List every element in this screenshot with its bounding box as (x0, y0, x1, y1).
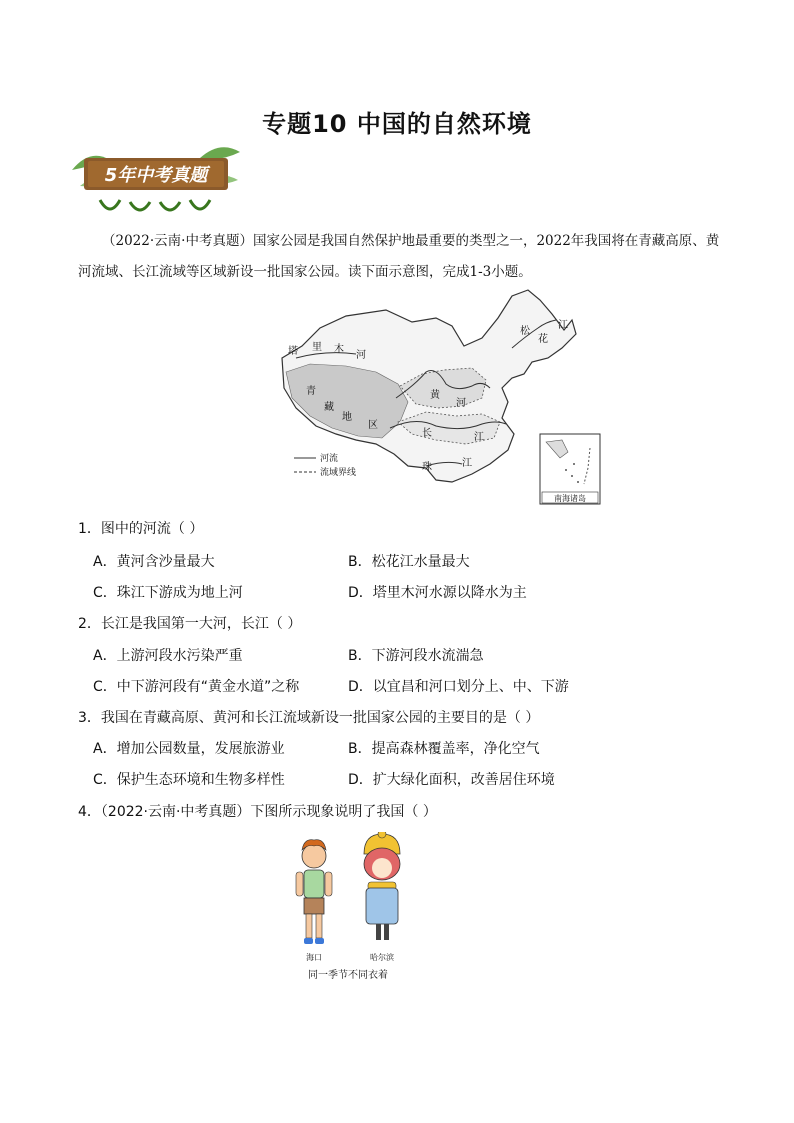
china-river-map (276, 288, 604, 508)
map-label-tarim-2: 里 (312, 342, 322, 353)
map-label-yellow-1: 黄 (430, 390, 440, 401)
q2-option-c[interactable]: C．中下游河段有“黄金水道”之称 (93, 679, 300, 695)
q2-option-a[interactable]: A．上游河段水污染严重 (93, 648, 243, 664)
legend-river-label: 河流 (320, 454, 339, 464)
girl-winter-clothes-icon (364, 832, 400, 940)
map-label-qingzang-3: 地 (342, 412, 352, 423)
q3-option-a[interactable]: A．增加公园数量，发展旅游业 (93, 741, 285, 757)
map-label-songhua-2: 花 (538, 334, 548, 345)
map-label-qingzang-1: 青 (306, 386, 316, 397)
figure-caption: 同一季节不同衣着 (308, 970, 388, 981)
map-label-yellow-2: 河 (456, 398, 466, 409)
right-city-label: 哈尔滨 (370, 953, 394, 962)
question-1-stem: 1．图中的河流（ ） (78, 521, 204, 537)
q1-option-a[interactable]: A．黄河含沙量最大 (93, 554, 215, 570)
question-4-stem: 4．（2022·云南·中考真题）下图所示现象说明了我国（ ） (78, 804, 437, 820)
q1-option-d[interactable]: D．塔里木河水源以降水为主 (348, 585, 527, 601)
question-2-stem: 2．长江是我国第一大河，长江（ ） (78, 616, 302, 632)
q1-option-b[interactable]: B．松花江水量最大 (348, 554, 470, 570)
q3-option-c[interactable]: C．保护生态环境和生物多样性 (93, 772, 285, 788)
intro-text: （2022·云南·中考真题）国家公园是我国自然保护地最重要的类型之一，2022年我国将在青藏高原、黄河流域、长江流域等区域新设一批国家公园。读下面示意图，完成1-3小题。 (78, 233, 720, 280)
map-label-tarim-3: 木 (334, 344, 344, 355)
south-sea-inset (540, 434, 600, 504)
legend-boundary-label: 流域界线 (320, 468, 357, 478)
map-label-pearl-2: 江 (462, 458, 472, 469)
page-title: 专题10 中国的自然环境 (262, 110, 532, 138)
map-label-pearl-1: 珠 (422, 462, 432, 473)
map-label-songhua-1: 松 (520, 326, 530, 337)
map-label-yangtze-2: 江 (474, 432, 484, 443)
map-label-tarim-4: 河 (356, 350, 366, 361)
map-legend (294, 452, 356, 478)
section-badge (70, 140, 242, 218)
map-label-tarim-1: 塔 (288, 346, 298, 357)
boy-summer-clothes-icon (296, 840, 332, 944)
map-label-yangtze-1: 长 (422, 428, 432, 439)
map-label-qingzang-4: 区 (368, 420, 378, 431)
q1-option-c[interactable]: C．珠江下游成为地上河 (93, 585, 243, 601)
map-label-songhua-3: 江 (558, 320, 568, 331)
question-3-stem: 3．我国在青藏高原、黄河和长江流域新设一批国家公园的主要目的是（ ） (78, 710, 540, 726)
q2-option-d[interactable]: D．以宜昌和河口划分上、中、下游 (348, 679, 569, 695)
map-label-qingzang-2: 藏 (324, 402, 334, 413)
clothing-comparison-figure (290, 832, 420, 1002)
q3-option-b[interactable]: B．提高森林覆盖率，净化空气 (348, 741, 540, 757)
left-city-label: 海口 (306, 953, 322, 962)
q2-option-b[interactable]: B．下游河段水流湍急 (348, 648, 484, 664)
badge-label: 5年中考真题 (104, 165, 208, 186)
q3-option-d[interactable]: D．扩大绿化面积，改善居住环境 (348, 772, 555, 788)
inset-label: 南海诸岛 (554, 494, 586, 503)
